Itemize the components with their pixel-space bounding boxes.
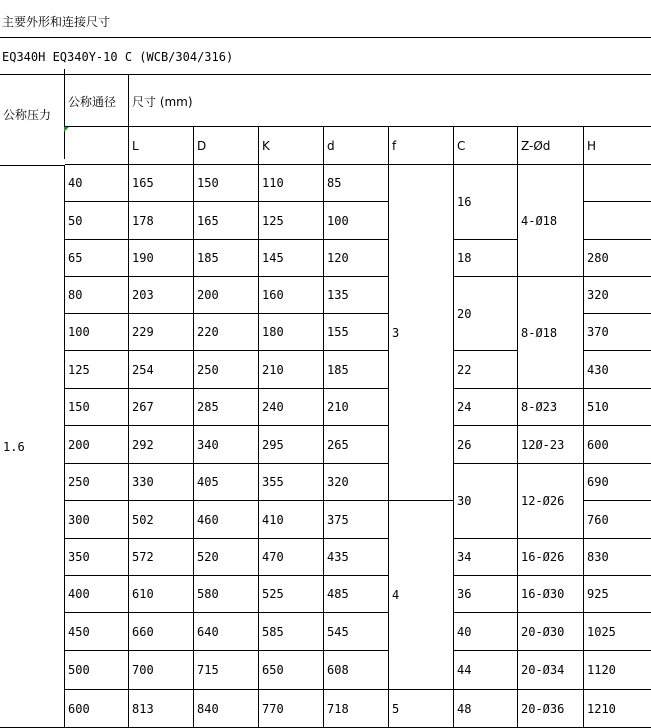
- value-cell-d: 840: [194, 690, 259, 728]
- z-cell: 12-Ø26: [518, 464, 584, 539]
- value-cell-d: 250: [194, 351, 259, 389]
- z-cell: 20-Ø36: [518, 690, 584, 728]
- c-cell: 22: [454, 351, 518, 389]
- value-cell-k: 210: [259, 351, 324, 389]
- c-cell: 18: [454, 240, 518, 277]
- value-cell-l: 330: [129, 464, 194, 501]
- z-cell: 12Ø-23: [518, 426, 584, 464]
- value-cell-k: 585: [259, 613, 324, 651]
- h-cell: [584, 165, 651, 202]
- value-cell-k: 770: [259, 690, 324, 728]
- h-cell: 510: [584, 389, 651, 426]
- value-cell-d: 200: [194, 277, 259, 314]
- h-cell: 760: [584, 501, 651, 539]
- f-cell: 3: [389, 165, 454, 501]
- value-cell-d: 715: [194, 651, 259, 690]
- model-line: EQ340H EQ340Y-10 C (WCB/304/316): [0, 38, 651, 75]
- c-cell: 48: [454, 690, 518, 728]
- pressure-value: 1.6: [0, 165, 65, 728]
- value-cell-d: 285: [194, 389, 259, 426]
- value-cell-l: 254: [129, 351, 194, 389]
- value-cell-k: 650: [259, 651, 324, 690]
- column-header-k: K: [259, 127, 324, 165]
- c-cell: 44: [454, 651, 518, 690]
- value-cell-l: 165: [129, 165, 194, 202]
- value-cell-k: 160: [259, 277, 324, 314]
- z-cell: 16-Ø26: [518, 539, 584, 576]
- value-cell-d: 150: [194, 165, 259, 202]
- h-cell: 830: [584, 539, 651, 576]
- z-cell: 8-Ø23: [518, 389, 584, 426]
- value-cell-d: 320: [324, 464, 389, 501]
- z-cell: 8-Ø18: [518, 277, 584, 389]
- column-header-c: C: [454, 127, 518, 165]
- c-cell: 24: [454, 389, 518, 426]
- dn-cell: 300: [65, 501, 129, 539]
- value-cell-d: 135: [324, 277, 389, 314]
- value-cell-d: 718: [324, 690, 389, 728]
- value-cell-d: 165: [194, 202, 259, 240]
- dn-cell: 80: [65, 277, 129, 314]
- value-cell-k: 145: [259, 240, 324, 277]
- h-cell: 370: [584, 314, 651, 351]
- c-cell: 26: [454, 426, 518, 464]
- value-cell-k: 240: [259, 389, 324, 426]
- cell-marker: [64, 127, 69, 132]
- value-cell-d: 185: [194, 240, 259, 277]
- h-cell: [584, 202, 651, 240]
- column-header-d: D: [194, 127, 259, 165]
- c-cell: 40: [454, 613, 518, 651]
- value-cell-k: 410: [259, 501, 324, 539]
- h-cell: 320: [584, 277, 651, 314]
- c-cell: 16: [454, 165, 518, 240]
- c-cell: 20: [454, 277, 518, 351]
- value-cell-l: 292: [129, 426, 194, 464]
- value-cell-d: 405: [194, 464, 259, 501]
- dn-cell: 200: [65, 426, 129, 464]
- h-cell: 1210: [584, 690, 651, 728]
- z-cell: 4-Ø18: [518, 165, 584, 277]
- value-cell-d: 185: [324, 351, 389, 389]
- h-cell: 690: [584, 464, 651, 501]
- dn-cell: 250: [65, 464, 129, 501]
- z-cell: 20-Ø30: [518, 613, 584, 651]
- page-title: 主要外形和连接尺寸: [0, 0, 651, 38]
- h-cell: 1120: [584, 651, 651, 690]
- dn-cell: 350: [65, 539, 129, 576]
- dn-cell: 65: [65, 240, 129, 277]
- dn-cell: 100: [65, 314, 129, 351]
- f-cell: 5: [389, 690, 454, 728]
- dn-header: 公称通径: [65, 75, 129, 127]
- value-cell-d: 608: [324, 651, 389, 690]
- dn-cell: 125: [65, 351, 129, 389]
- value-cell-d: 485: [324, 576, 389, 613]
- value-cell-d: 520: [194, 539, 259, 576]
- f-cell: 4: [389, 501, 454, 690]
- value-cell-k: 525: [259, 576, 324, 613]
- value-cell-l: 572: [129, 539, 194, 576]
- value-cell-k: 470: [259, 539, 324, 576]
- column-header-h: H: [584, 127, 651, 165]
- value-cell-d: 375: [324, 501, 389, 539]
- value-cell-l: 229: [129, 314, 194, 351]
- c-cell: 30: [454, 464, 518, 539]
- dn-cell: 400: [65, 576, 129, 613]
- value-cell-d: 435: [324, 539, 389, 576]
- pressure-header: 公称压力: [0, 69, 65, 159]
- dn-cell: 500: [65, 651, 129, 690]
- value-cell-d: 340: [194, 426, 259, 464]
- value-cell-k: 110: [259, 165, 324, 202]
- value-cell-d: 220: [194, 314, 259, 351]
- h-cell: 280: [584, 240, 651, 277]
- value-cell-d: 100: [324, 202, 389, 240]
- value-cell-d: 265: [324, 426, 389, 464]
- z-cell: 16-Ø30: [518, 576, 584, 613]
- dn-cell: 150: [65, 389, 129, 426]
- value-cell-d: 580: [194, 576, 259, 613]
- value-cell-k: 125: [259, 202, 324, 240]
- value-cell-d: 210: [324, 389, 389, 426]
- c-cell: 36: [454, 576, 518, 613]
- dn-subheader: [65, 127, 129, 165]
- column-header-d: d: [324, 127, 389, 165]
- value-cell-l: 700: [129, 651, 194, 690]
- value-cell-d: 545: [324, 613, 389, 651]
- value-cell-k: 355: [259, 464, 324, 501]
- value-cell-l: 267: [129, 389, 194, 426]
- c-cell: 34: [454, 539, 518, 576]
- value-cell-l: 610: [129, 576, 194, 613]
- dn-cell: 40: [65, 165, 129, 202]
- value-cell-k: 180: [259, 314, 324, 351]
- column-header-z-ød: Z-Ød: [518, 127, 584, 165]
- value-cell-l: 660: [129, 613, 194, 651]
- dn-cell: 450: [65, 613, 129, 651]
- h-cell: 1025: [584, 613, 651, 651]
- h-cell: 430: [584, 351, 651, 389]
- value-cell-l: 203: [129, 277, 194, 314]
- dn-cell: 50: [65, 202, 129, 240]
- value-cell-k: 295: [259, 426, 324, 464]
- value-cell-d: 640: [194, 613, 259, 651]
- z-cell: 20-Ø34: [518, 651, 584, 690]
- value-cell-d: 155: [324, 314, 389, 351]
- value-cell-l: 178: [129, 202, 194, 240]
- size-header: 尺寸 (mm): [129, 75, 651, 127]
- value-cell-l: 190: [129, 240, 194, 277]
- value-cell-d: 85: [324, 165, 389, 202]
- dn-cell: 600: [65, 690, 129, 728]
- h-cell: 600: [584, 426, 651, 464]
- value-cell-l: 502: [129, 501, 194, 539]
- value-cell-d: 120: [324, 240, 389, 277]
- column-header-f: f: [389, 127, 454, 165]
- value-cell-d: 460: [194, 501, 259, 539]
- column-header-l: L: [129, 127, 194, 165]
- h-cell: 925: [584, 576, 651, 613]
- value-cell-l: 813: [129, 690, 194, 728]
